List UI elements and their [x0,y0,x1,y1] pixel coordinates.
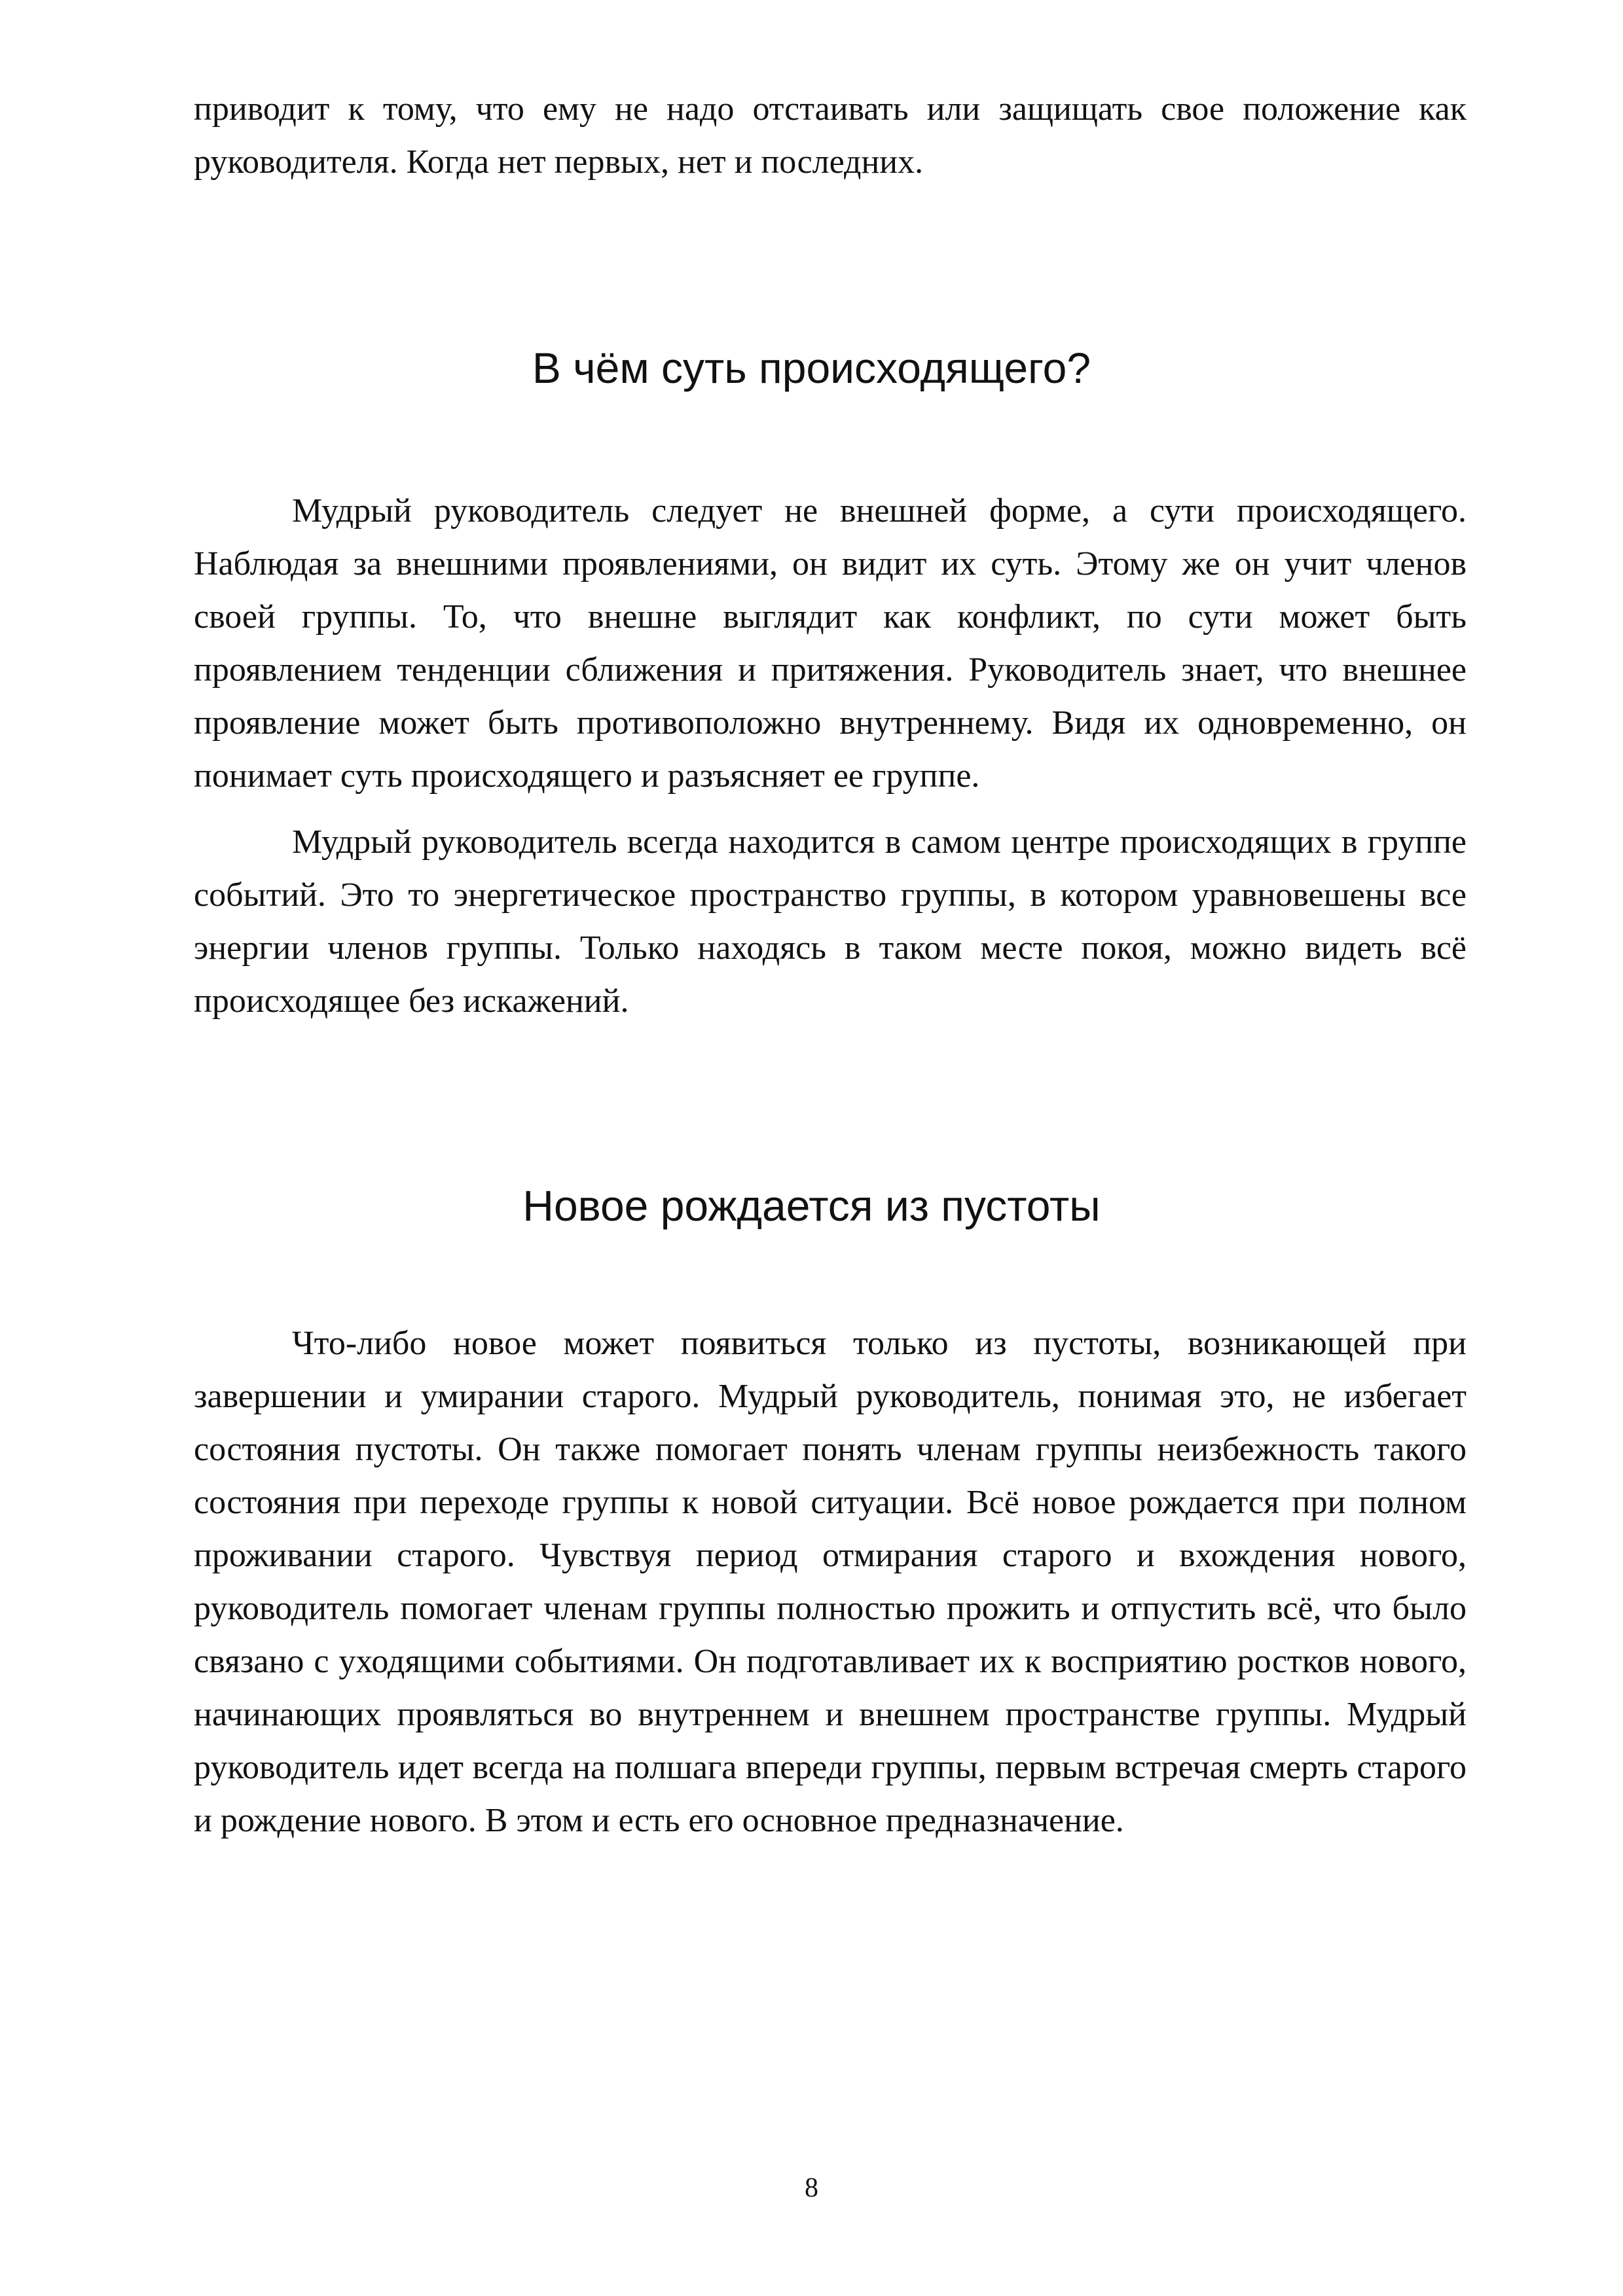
opening-paragraph-block [194,82,1467,188]
paragraph: Мудрый руководитель следует не внешней форме, а сути происходящего. Наблюдая за внешними проявлениями, он видит их суть. Этому же он учит членов своей группы. То, что внешне выглядит как конфликт, по сути может быть проявлением тенденции сближения и притяжения. Руководитель знает, что внешнее проявление может быть противоположно внутреннему. Видя их одновременно, он понимает суть происходящего и разъясняет ее группе. [194,492,1467,795]
paragraph: Мудрый руководитель всегда находится в самом центре происходящих в группе событий. Это то энергетическое пространство группы, в котором уравновешены все энергии членов группы. Только находясь в таком месте покоя, можно видеть всё происходящее без искажений. [194,823,1467,1020]
page-number: 8 [805,2173,818,2203]
section-heading-new-from-emptiness: Новое рождается из пустоты [522,1181,1101,1230]
paragraph: Что-либо новое может появиться только из пустоты, возникающей при завершении и умирании старого. Мудрый руководитель, понимая это, не избегает состояния пустоты. Он также помогает понять членам группы неизбежность такого состояния при переходе группы к новой ситуации. Всё новое рождается при полном проживании старого. Чувствуя период отмирания старого и вхождения нового, руководитель помогает членам группы полностью прожить и отпустить всё, что было связано с уходящими событиями. Он подготавливает их к восприятию ростков нового, начинающих проявляться во внутреннем и внешнем пространстве группы. Мудрый руководитель идет всегда на полшага впереди группы, первым встречая смерть старого и рождение нового. В этом и есть его основное предназначение. [194,1325,1467,1839]
section-essence-body [194,484,1467,1028]
section-heading-essence: В чём суть происходящего? [532,344,1091,392]
section-new-from-emptiness-body [194,1317,1467,1847]
opening-paragraph: приводит к тому, что ему не надо отстаивать или защищать свое положение как руководителя. Когда нет первых, нет и последних. [194,90,1467,181]
